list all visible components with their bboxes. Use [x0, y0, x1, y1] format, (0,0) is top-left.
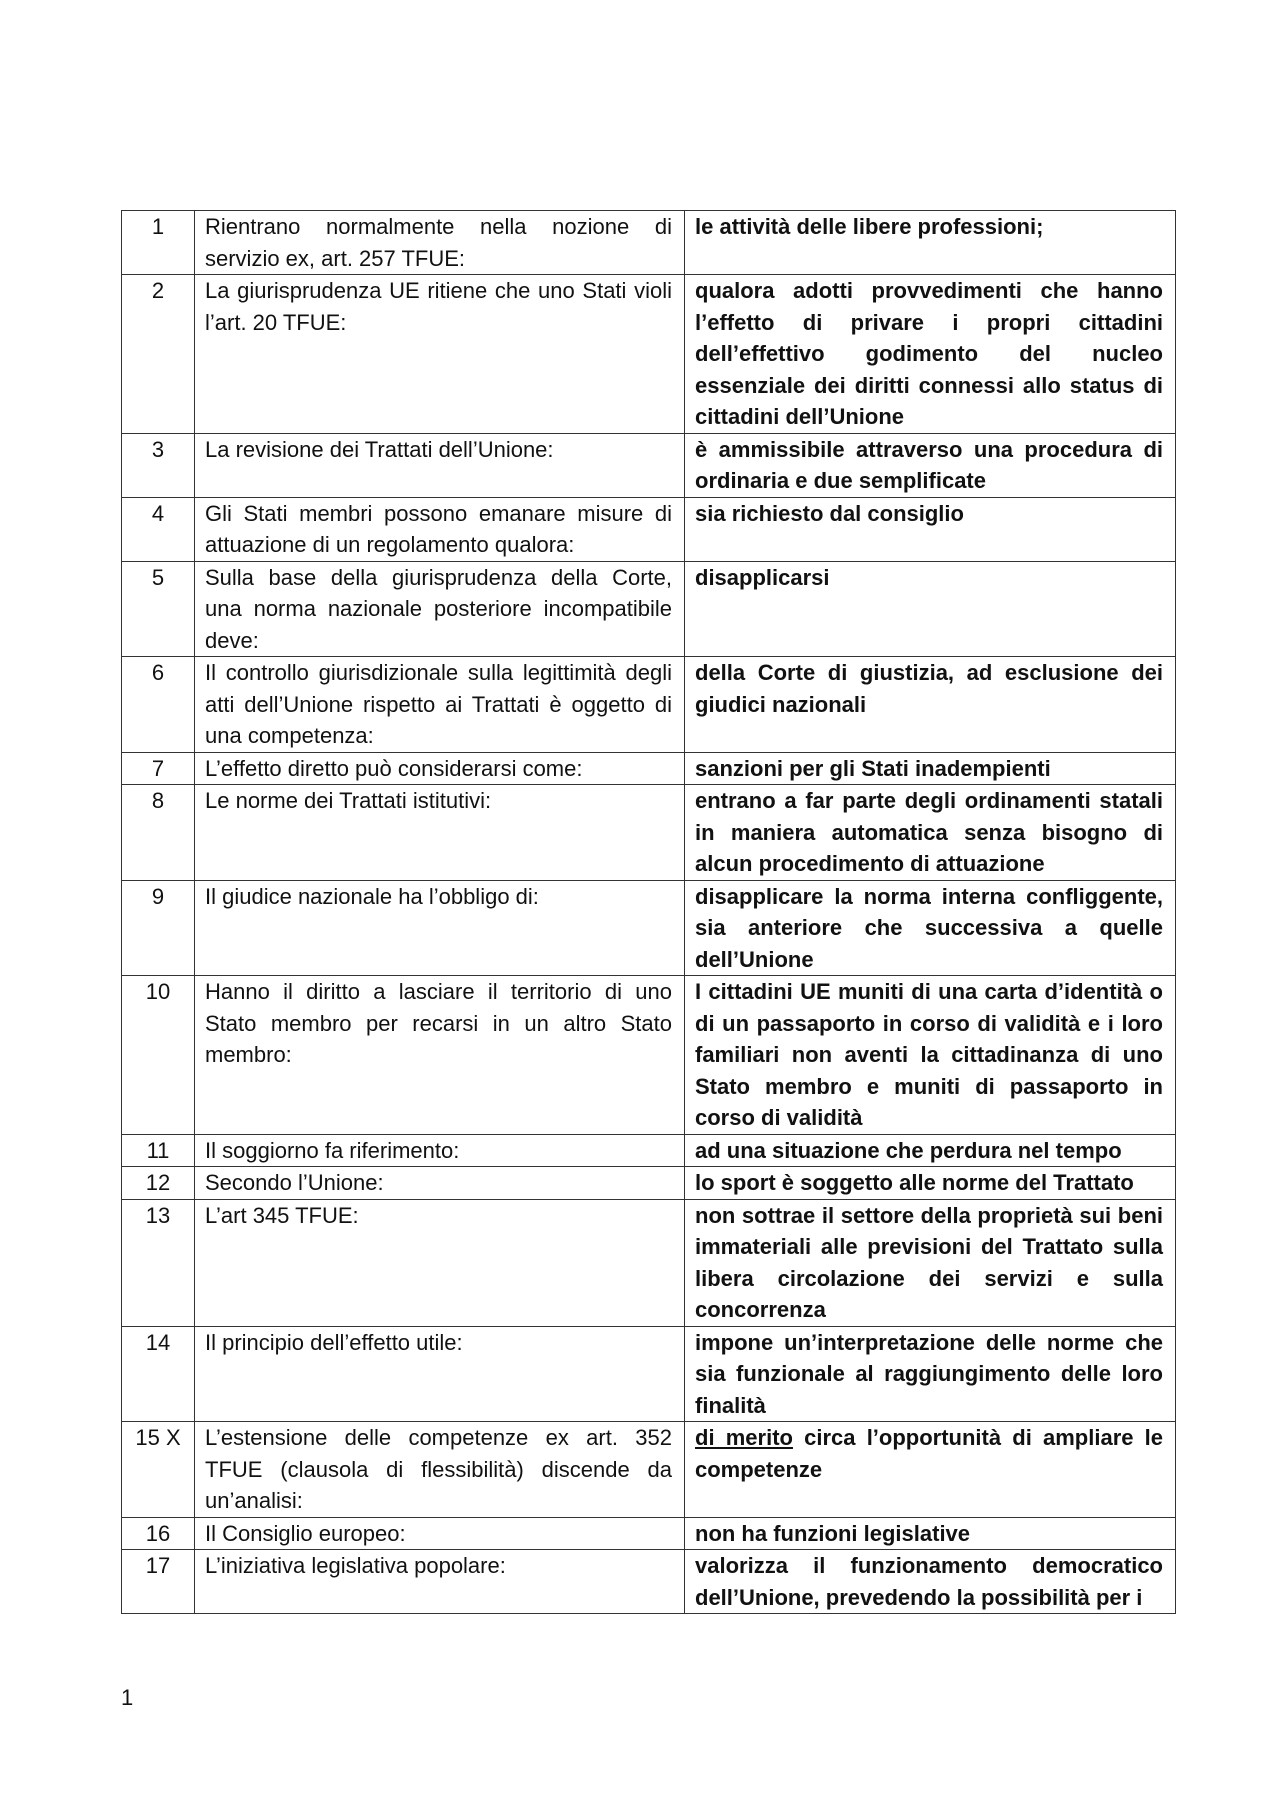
answer-cell: impone un’interpretazione delle norme che sia funzionale al raggiungimento delle loro finalità — [685, 1326, 1176, 1422]
answer-cell: non ha funzioni legislative — [685, 1517, 1176, 1550]
answer-cell: lo sport è soggetto alle norme del Trattato — [685, 1167, 1176, 1200]
question-cell: La revisione dei Trattati dell’Unione: — [195, 433, 685, 497]
table-row — [122, 1134, 1176, 1167]
table-row — [122, 211, 1176, 275]
answer-underlined-text: di merito — [695, 1425, 793, 1450]
row-number: 1 — [122, 211, 195, 275]
question-cell: Il principio dell’effetto utile: — [195, 1326, 685, 1422]
answer-cell: ad una situazione che perdura nel tempo — [685, 1134, 1176, 1167]
table-row — [122, 1167, 1176, 1200]
answer-text: circa l’opportunità di ampliare le competenze — [695, 1425, 1164, 1482]
question-cell: Il giudice nazionale ha l’obbligo di: — [195, 880, 685, 976]
row-number: 15 X — [122, 1422, 195, 1518]
answer-cell: disapplicare la norma interna confliggente, sia anteriore che successiva a quelle dell’Unione — [685, 880, 1176, 976]
row-number: 14 — [122, 1326, 195, 1422]
question-cell: L’iniziativa legislativa popolare: — [195, 1550, 685, 1614]
answer-cell: disapplicarsi — [685, 561, 1176, 657]
qa-table-body — [122, 211, 1176, 1614]
answer-cell: entrano a far parte degli ordinamenti statali in maniera automatica senza bisogno di alcun procedimento di attuazione — [685, 785, 1176, 881]
row-number: 3 — [122, 433, 195, 497]
table-row — [122, 1550, 1176, 1614]
row-number: 6 — [122, 657, 195, 753]
table-row — [122, 433, 1176, 497]
row-number: 7 — [122, 752, 195, 785]
page-number: 1 — [121, 1685, 134, 1710]
row-number: 17 — [122, 1550, 195, 1614]
row-number: 11 — [122, 1134, 195, 1167]
table-row — [122, 1326, 1176, 1422]
table-row — [122, 1517, 1176, 1550]
answer-cell — [685, 1422, 1176, 1518]
row-number: 4 — [122, 497, 195, 561]
answer-cell: qualora adotti provvedimenti che hanno l’effetto di privare i propri cittadini dell’effettivo godimento del nucleo essenziale dei diritti connessi allo status di cittadini dell’Unione — [685, 275, 1176, 434]
question-cell: Sulla base della giurisprudenza della Corte, una norma nazionale posteriore incompatibile deve: — [195, 561, 685, 657]
question-cell: Il soggiorno fa riferimento: — [195, 1134, 685, 1167]
question-cell: Rientrano normalmente nella nozione di servizio ex, art. 257 TFUE: — [195, 211, 685, 275]
answer-cell: non sottrae il settore della proprietà sui beni immateriali alle previsioni del Trattato sulla libera circolazione dei servizi e sulla concorrenza — [685, 1199, 1176, 1326]
table-row — [122, 785, 1176, 881]
question-cell: Secondo l’Unione: — [195, 1167, 685, 1200]
table-row — [122, 1199, 1176, 1326]
question-cell: L’effetto diretto può considerarsi come: — [195, 752, 685, 785]
row-number: 16 — [122, 1517, 195, 1550]
question-cell: La giurisprudenza UE ritiene che uno Stati violi l’art. 20 TFUE: — [195, 275, 685, 434]
row-number: 9 — [122, 880, 195, 976]
answer-cell: è ammissibile attraverso una procedura di ordinaria e due semplificate — [685, 433, 1176, 497]
question-cell: L’art 345 TFUE: — [195, 1199, 685, 1326]
qa-table — [121, 210, 1176, 1614]
row-number: 13 — [122, 1199, 195, 1326]
table-row — [122, 1422, 1176, 1518]
row-number: 8 — [122, 785, 195, 881]
answer-cell: sanzioni per gli Stati inadempienti — [685, 752, 1176, 785]
row-number: 12 — [122, 1167, 195, 1200]
answer-cell: valorizza il funzionamento democratico dell’Unione, prevedendo la possibilità per i — [685, 1550, 1176, 1614]
question-cell: Hanno il diritto a lasciare il territorio di uno Stato membro per recarsi in un altro Stato membro: — [195, 976, 685, 1135]
row-number: 10 — [122, 976, 195, 1135]
answer-cell: I cittadini UE muniti di una carta d’identità o di un passaporto in corso di validità e i loro familiari non aventi la cittadinanza di uno Stato membro e muniti di passaporto in corso di validità — [685, 976, 1176, 1135]
question-cell: Il Consiglio europeo: — [195, 1517, 685, 1550]
table-row — [122, 880, 1176, 976]
question-cell: Gli Stati membri possono emanare misure di attuazione di un regolamento qualora: — [195, 497, 685, 561]
answer-cell: le attività delle libere professioni; — [685, 211, 1176, 275]
answer-cell: sia richiesto dal consiglio — [685, 497, 1176, 561]
table-row — [122, 497, 1176, 561]
table-row — [122, 561, 1176, 657]
table-row — [122, 275, 1176, 434]
table-row — [122, 752, 1176, 785]
question-cell: Le norme dei Trattati istitutivi: — [195, 785, 685, 881]
question-cell: L’estensione delle competenze ex art. 352 TFUE (clausola di flessibilità) discende da un’analisi: — [195, 1422, 685, 1518]
table-row — [122, 657, 1176, 753]
question-cell: Il controllo giurisdizionale sulla legittimità degli atti dell’Unione rispetto ai Trattati è oggetto di una competenza: — [195, 657, 685, 753]
table-row — [122, 976, 1176, 1135]
row-number: 5 — [122, 561, 195, 657]
answer-cell: della Corte di giustizia, ad esclusione dei giudici nazionali — [685, 657, 1176, 753]
row-number: 2 — [122, 275, 195, 434]
